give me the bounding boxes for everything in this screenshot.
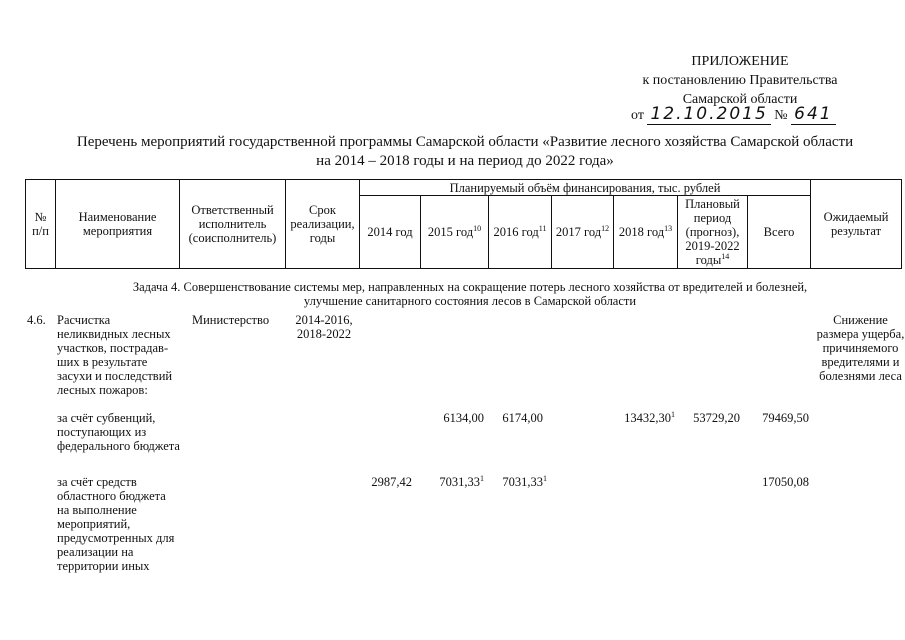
program-table-header [25, 179, 902, 269]
task-heading [40, 280, 900, 308]
header-executor: Ответственный исполнитель (соисполнитель) [180, 180, 286, 269]
regional-2015-value: 7031,33$^1$ [439, 473, 484, 489]
row-term: 2014-2016, 2018-2022 [295, 313, 353, 341]
header-2015: 2015 год$^{10}$ [421, 196, 489, 269]
header-total: Всего [748, 196, 811, 269]
task-line-1: Задача 4. Совершенствование системы мер, направленных на сокращение потерь лесного хозяйства от вредителей и болезней, [132, 280, 808, 294]
header-result: Ожидаемый результат [811, 180, 902, 269]
header-num: № п/п [26, 180, 56, 269]
header-2018: 2018 год$^{13}$ [614, 196, 678, 269]
title-line-2: на 2014 – 2018 годы и на период до 2022 года» [316, 153, 614, 169]
federal-2015-value: 6134,00 [443, 411, 484, 425]
federal-2016-value: 6174,00 [502, 411, 543, 425]
header-term: Срок реализации, годы [286, 180, 360, 269]
federal-total-value: 79469,50 [762, 411, 809, 425]
header-2014: 2014 год [360, 196, 421, 269]
appendix-line-3: Самарской области [682, 92, 798, 107]
handwritten-date: 12.10.2015 [647, 104, 770, 125]
regional-2016-value: 7031,33$^1$ [502, 473, 547, 489]
row-number: 4.6. [27, 313, 46, 327]
federal-planned-value: 53729,20 [693, 411, 740, 425]
number-sign: № [774, 108, 788, 123]
regional-source-label: за счёт средств областного бюджета на выполнение мероприятий, предусмотренных для реализации на территории иных [57, 475, 175, 573]
federal-source-label: за счёт субвенций, поступающих из федерального бюджета [57, 411, 180, 453]
title-line-1: Перечень мероприятий государственной программы Самарской области «Развитие лесного хозяйства Самарской области [76, 134, 854, 150]
appendix-title: ПРИЛОЖЕНИЕ [691, 54, 789, 69]
row-executor: Министерство [192, 313, 270, 327]
date-prefix: от [631, 108, 644, 123]
header-planned-period: Плановый период (прогноз), 2019-2022 годы$^{14}$ [678, 196, 748, 269]
appendix-block [600, 52, 880, 109]
task-line-2: улучшение санитарного состояния лесов в Самарской области [303, 294, 637, 308]
decree-date-row [631, 104, 836, 124]
header-funding: Планируемый объём финансирования, тыс. рублей [360, 180, 811, 196]
document-title [40, 133, 890, 171]
federal-2018-value: 13432,30$^1$ [624, 409, 675, 425]
header-2016: 2016 год$^{11}$ [489, 196, 552, 269]
row-expected-result: Снижение размера ущерба, причиняемого вредителями и болезнями леса [816, 313, 905, 383]
regional-total-value: 17050,08 [762, 475, 809, 489]
regional-2014-value: 2987,42 [371, 475, 412, 489]
header-2017: 2017 год$^{12}$ [552, 196, 614, 269]
row-activity-name: Расчистка неликвидных лесных участков, пострадав-ших в результате засухи и последствий лесных пожаров: [57, 313, 173, 397]
header-name: Наименование мероприятия [56, 180, 180, 269]
appendix-line-2: к постановлению Правительства [642, 73, 838, 88]
handwritten-number: 641 [791, 104, 835, 125]
